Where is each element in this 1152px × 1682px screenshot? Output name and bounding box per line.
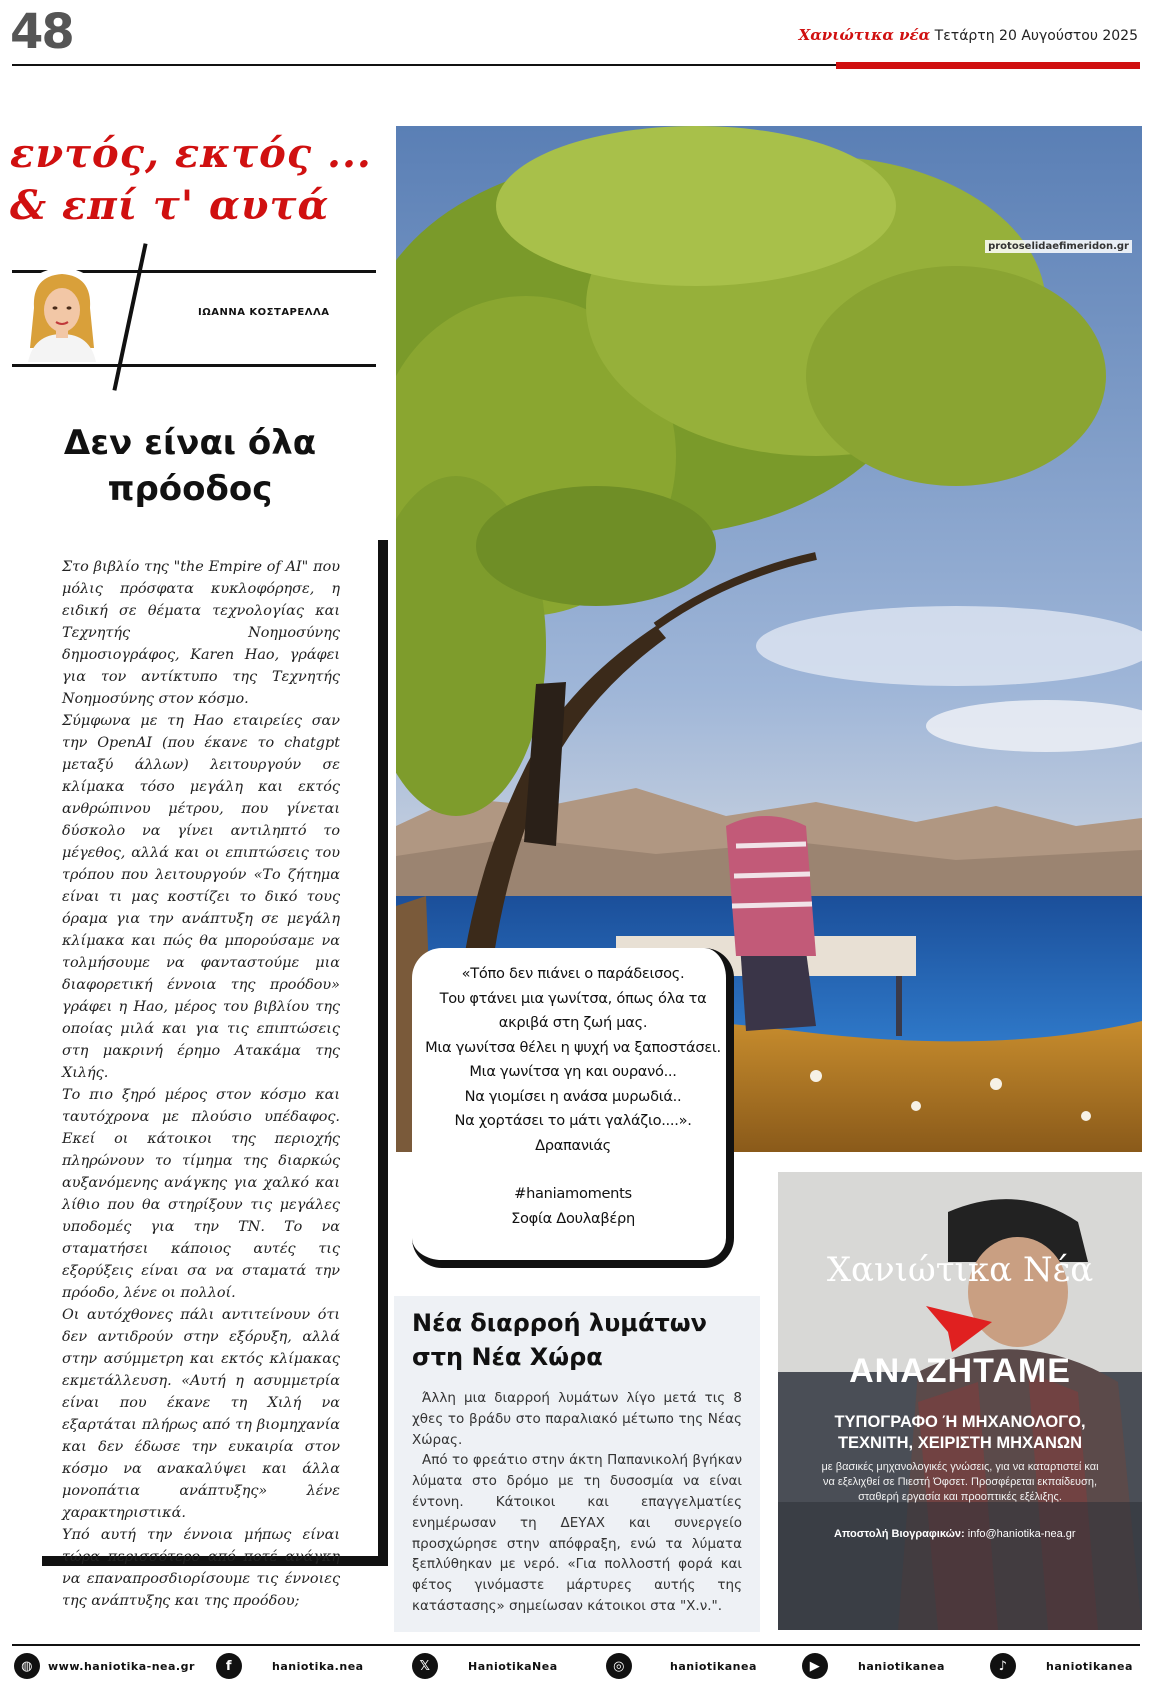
ad-background-photo (778, 1172, 1142, 1630)
footer-rule (12, 1644, 1140, 1646)
footer-tiktok-text: haniotikanea (1046, 1659, 1133, 1673)
footer-tiktok[interactable] (990, 1652, 1133, 1680)
ad-contact (834, 1528, 1134, 1540)
article-headline (40, 420, 340, 512)
news-paragraph: Από το φρεάτιο στην άκτη Παπανικολή βγήκαν λύματα στο δρόμο με τη δυσοσμία να είναι έντονη. Κάτοικοι και επαγγελματίες ενημέρωσαν τη ΔΕΥΑΧ και συνεργείο προσχώρησε στην απόφραξη, ενώ τα λύματα ξεπλύθηκαν με νερό. «Για πολλοστή φορά και φέτος γινόμαστε μάρτυρες αυτής της κατάστασης» σημείωσαν κάτοικοι στα "Χ.ν.". (412, 1452, 742, 1614)
ad-description: με βασικές μηχανολογικές γνώσεις, για να καταρτιστεί και να εξελιχθεί σε Πιεστή Όφσετ. Προσφέρεται εκπαίδευση, σταθερή εργασία και προοπτικές εξέλιξης. (821, 1461, 1099, 1503)
ad-contact-email[interactable]: info@haniotika-nea.gr (967, 1528, 1076, 1540)
news-title-line2: στη Νέα Χώρα (412, 1343, 603, 1371)
quote-hashtag: #haniamoments (514, 1185, 632, 1202)
ad-brand: Χανιώτικα Νέα (826, 1250, 1094, 1290)
quote-text (420, 962, 726, 1231)
article-paragraph: Το πιο ξηρό μέρος στον κόσμο και ταυτόχρονα με πλούσιο υπέδαφος. Εκεί οι κάτοικοι της περιοχής πληρώνουν το τίμημα της διαρκώς αυξανόμενης ανάγκης για χαλκό και λίθιο που θα στηρίξουν τις μεγάλες υποδομές για την ΤΝ. Το να σταματήσει κάποιος αυτές τις εξορύξεις είναι σα να σταματά την πρόοδο, λένε οι πολλοί. (62, 1087, 340, 1301)
news-body (412, 1388, 742, 1617)
footer-x[interactable] (412, 1652, 558, 1680)
author-avatar (14, 268, 110, 362)
column-title-line2: & επί τ' αυτά (10, 182, 330, 229)
quote-line: Του φτάνει μια γωνίτσα, όπως όλα τα (439, 989, 707, 1007)
news-title-line1: Νέα διαρροή λυμάτων (412, 1309, 707, 1337)
masthead (799, 26, 1138, 44)
article-paragraph: Υπό αυτή την έννοια μήπως είναι τώρα περισσότερο από ποτέ ανάγκη να επαναπροσδιορίσουμε τις έννοιες της ανάπτυξης και της προόδου; (62, 1527, 340, 1609)
article-headline-line1: Δεν είναι όλα (63, 423, 317, 463)
news-title (412, 1306, 752, 1374)
footer-youtube-text: haniotikanea (858, 1659, 945, 1673)
masthead-date: Τετάρτη 20 Αυγούστου 2025 (934, 28, 1138, 44)
tiktok-icon: ♪ (990, 1653, 1016, 1679)
globe-icon: ◍ (14, 1653, 40, 1679)
quote-line: Να γιομίσει η ανάσα μυρωδιά.. (464, 1087, 682, 1105)
footer-facebook[interactable] (216, 1652, 364, 1680)
ad-positions-line2: ΤΕΧΝΙΤΗ, ΧΕΙΡΙΣΤΗ ΜΗΧΑΝΩΝ (837, 1434, 1083, 1452)
article-paragraph: Οι αυτόχθονες πάλι αντιτείνουν ότι δεν αντιδρούν στην εξόρυξη, αλλά στην ασύμμετρη και εκτός κλίμακας εκμετάλλευση. «Αυτή η ασυμμετρία είναι που έκανε τη Χιλή να εξαρτάται πλήρως από τη βιομηχανία και δεν έδωσε την ευκαιρία στον κόσμο να ανακαλύψει και άλλα μονοπάτια ανάπτυξης» λένε χαρακτηριστικά. (62, 1307, 340, 1521)
article-paragraph: Σύμφωνα με τη Hao εταιρείες σαν την OpenAI (που έκανε το chatgpt μεταξύ άλλων) λειτουργούν σε κλίμακα τόσο μεγάλη και εκτός ανθρώπινου μέτρου, που γίνεται δύσκολο να γίνει αντιληπτό το μέγεθος, αλλά και οι επιπτώσεις του τρόπου που λειτουργούν «Το ζήτημα είναι τι μας κοστίζει το δικό τους όραμα για την ανάπτυξη σε μεγάλη κλίμακα και πώς θα μπορούσαμε να τολμήσουμε να φανταστούμε μια διαφορετική έννοια της προόδου» γράφει η Hao, μέρος του βιβλίου της οποίας μιλά και για τις επιπτώσεις στη μακρινή έρημο Ατακάμα της Χιλής. (62, 713, 340, 1081)
footer-facebook-text: haniotika.nea (272, 1659, 364, 1673)
footer-website[interactable] (14, 1652, 195, 1680)
paper-plane-icon (924, 1304, 994, 1354)
ad-positions-line1: ΤΥΠΟΓΡΑΦΟ Ή ΜΗΧΑΝΟΛΟΓΟ, (834, 1413, 1086, 1431)
column-title-line1: εντός, εκτός ... (10, 130, 372, 177)
masthead-brand: Χανιώτικα νέα (798, 26, 931, 44)
youtube-icon: ▶ (802, 1653, 828, 1679)
footer-youtube[interactable] (802, 1652, 945, 1680)
footer-website-text: www.haniotika-nea.gr (48, 1659, 195, 1673)
author-rule-bottom (12, 364, 376, 367)
quote-line: Δραπανιάς (535, 1136, 611, 1154)
top-red-bar (836, 62, 1140, 69)
author-name: ΙΩΑΝΝΑ ΚΟΣΤΑΡΕΛΛΑ (198, 307, 330, 318)
footer-instagram-text: haniotikanea (670, 1659, 757, 1673)
quote-line: Μια γωνίτσα γη και ουρανό... (469, 1063, 677, 1080)
page-number: 48 (10, 4, 73, 60)
facebook-icon: f (216, 1653, 242, 1679)
ad-contact-label: Αποστολή Βιογραφικών: (834, 1528, 965, 1540)
article-headline-line2: πρόοδος (107, 469, 273, 509)
news-paragraph: Άλλη μια διαρροή λυμάτων λίγο μετά τις 8 χθες το βράδυ στο παραλιακό μέτωπο της Νέας Χώρας. (412, 1390, 742, 1448)
column-title (10, 128, 380, 232)
job-ad (778, 1172, 1142, 1630)
x-icon: 𝕏 (412, 1653, 438, 1679)
footer-instagram[interactable] (606, 1652, 757, 1680)
quote-line: «Τόπο δεν πιάνει ο παράδεισος. (461, 965, 685, 982)
instagram-icon: ◎ (606, 1653, 632, 1679)
article-body (62, 556, 340, 1612)
footer-x-text: HaniotikaNea (468, 1659, 558, 1673)
quote-line: ακριβά στη ζωή μας. (498, 1014, 648, 1031)
ad-headline: ΑΝΑΖΗΤΑΜΕ (849, 1352, 1071, 1390)
quote-credit: Σοφία Δουλαβέρη (511, 1209, 635, 1227)
photo-watermark: protoselidaefimeridon.gr (985, 240, 1132, 253)
author-slash (112, 243, 147, 391)
ad-positions (788, 1412, 1132, 1454)
article-paragraph: Στο βιβλίο της "the Empire of AI" που μόλις πρόσφατα κυκλοφόρησε, η ειδική σε θέματα τεχνολογίας και Τεχνητής Νοημοσύνης δημοσιογράφος, Karen Hao, γράφει για τον αντίκτυπο της Τεχνητής Νοημοσύνης στον κόσμο. (62, 559, 340, 707)
quote-line: Να χορτάσει το μάτι γαλάζιο....». (454, 1112, 692, 1129)
quote-line: Μια γωνίτσα θέλει η ψυχή να ξαποστάσει. (425, 1038, 721, 1056)
